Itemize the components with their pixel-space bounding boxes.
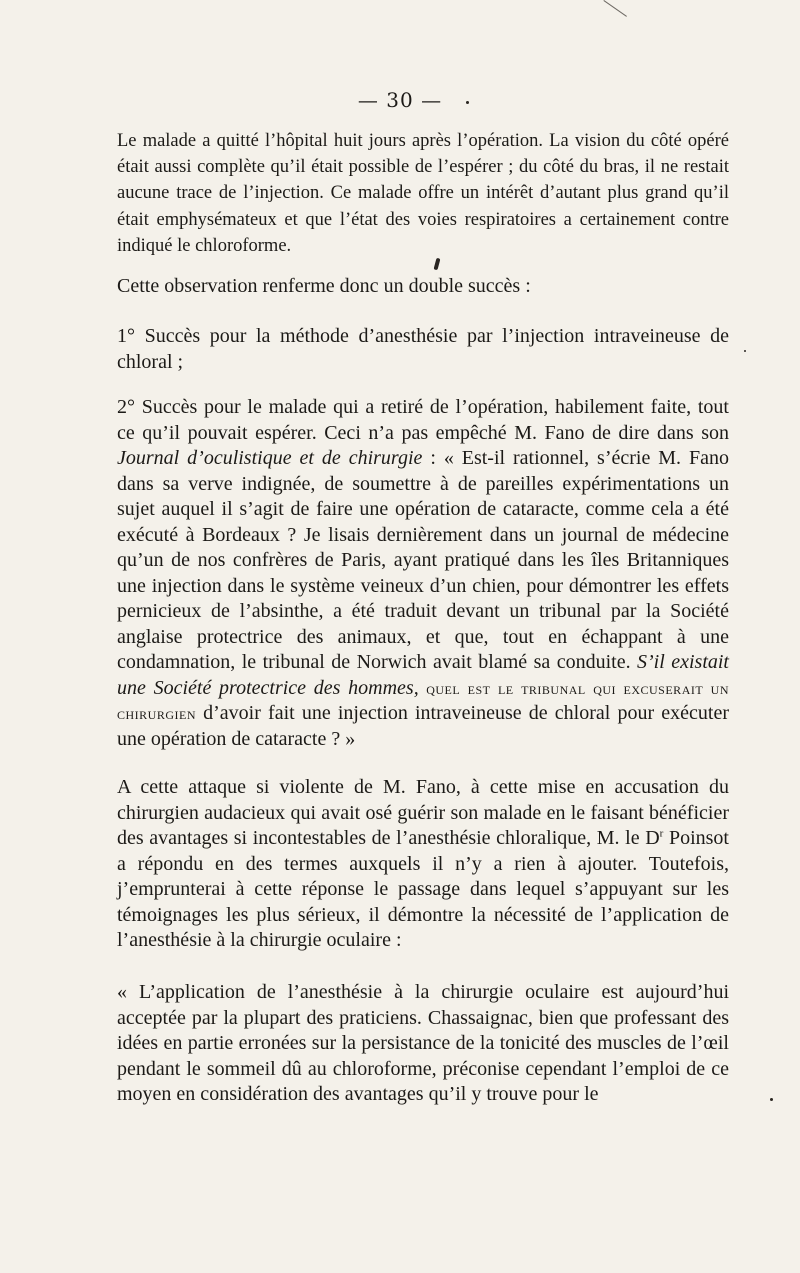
scan-mark [603,0,627,17]
ink-speck [434,258,441,271]
text-segment: : « Est-il rationnel, s’écrie M. Fano dans sa verve indignée, de soumettre à de pareilles expérimentations un sujet auquel il s’agit de faire une opération de cataracte, comme cela a été exécuté à Bordeaux ? Je lisais dernièrement dans un journal de médecine qu’un de nos confrères de Paris, ayant pratiqué dans les îles Britanniques une injection dans le système veineux d’un chien, pour démontrer les effets pernicieux de l’absinthe, a été traduit devant un tribunal par la Société anglaise protectrice des animaux, et que, tout en échappant à une condamnation, le tribunal de Norwich avait blamé sa conduite. [117,447,729,673]
text-segment: Poinsot a répondu en des termes auxquels il n’y a rien à ajouter. Toutefois, j’emprunterai à cette réponse le passage dans lequel s’appuyant sur les témoignages les plus sérieux, il démontre la nécessité de l’application de l’anesthésie à la chirurgie oculaire : [117,827,729,951]
paragraph-text [117,395,729,752]
small-caps-quote: quel est le tribunal qui excuserait un chirurgien [117,678,729,723]
paragraph-first-success [117,324,729,375]
page-number: — 30 — [357,88,443,112]
paragraph-poinsot-response [117,775,729,954]
paragraph-text: « L’application de l’anesthésie à la chirurgie oculaire est aujourd’hui acceptée par la plupart des praticiens. Chassaignac, bien que professant des idées en partie erronées sur la persistance de la tonicité des muscles de l’œil pendant le sommeil dû au chloroforme, préconise cependant l’emploi de ce moyen en considération des avantages qu’il y trouve pour le [117,981,729,1105]
paragraph-text: Le malade a quitté l’hôpital huit jours après l’opération. La vision du côté opéré était aussi complète qu’il était possible de l’espérer ; du côté du bras, il ne restait aucune trace de l’injection. Ce malade offre un intérêt d’autant plus grand qu’il était emphysémateux et que l’état des voies respiratoires a certainement contre indiqué le chloroforme. [117,131,729,256]
text-segment: A cette attaque si violente de M. Fano, à cette mise en accusation du chirurgien audacieux qui avait osé guérir son malade en le faisant bénéficier des avantages si incontestables de l’anesthésie chloralique, M. le D [117,776,729,849]
paragraph-text: 1° Succès pour la méthode d’anesthésie par l’injection intraveineuse de chloral ; [117,325,729,373]
text-segment: 2° Succès pour le malade qui a retiré de l’opération, habilement faite, tout ce qu’il pouvait espérer. Ceci n’a pas empêché M. Fano de dire dans son [117,396,729,444]
paragraph-patient-recovery [117,128,729,259]
paragraph-double-success-intro [117,274,729,300]
paragraph-second-success-fano-quote [117,395,729,752]
ink-speck [466,101,469,104]
paragraph-text [117,775,729,954]
italic-quote: S’il existait une Société protectrice des hommes, [117,651,729,699]
paragraph-anesthesia-quote [117,980,729,1108]
text-segment: d’avoir fait une injection intraveineuse de chloral pour exécuter une opération de cataracte ? » [117,702,729,750]
ink-speck [770,1098,773,1101]
journal-title: Journal d’oculistique et de chirurgie [117,447,423,469]
paragraph-text: Cette observation renferme donc un double succès : [117,275,531,297]
ink-speck [744,350,746,352]
superscript: r [659,827,664,840]
